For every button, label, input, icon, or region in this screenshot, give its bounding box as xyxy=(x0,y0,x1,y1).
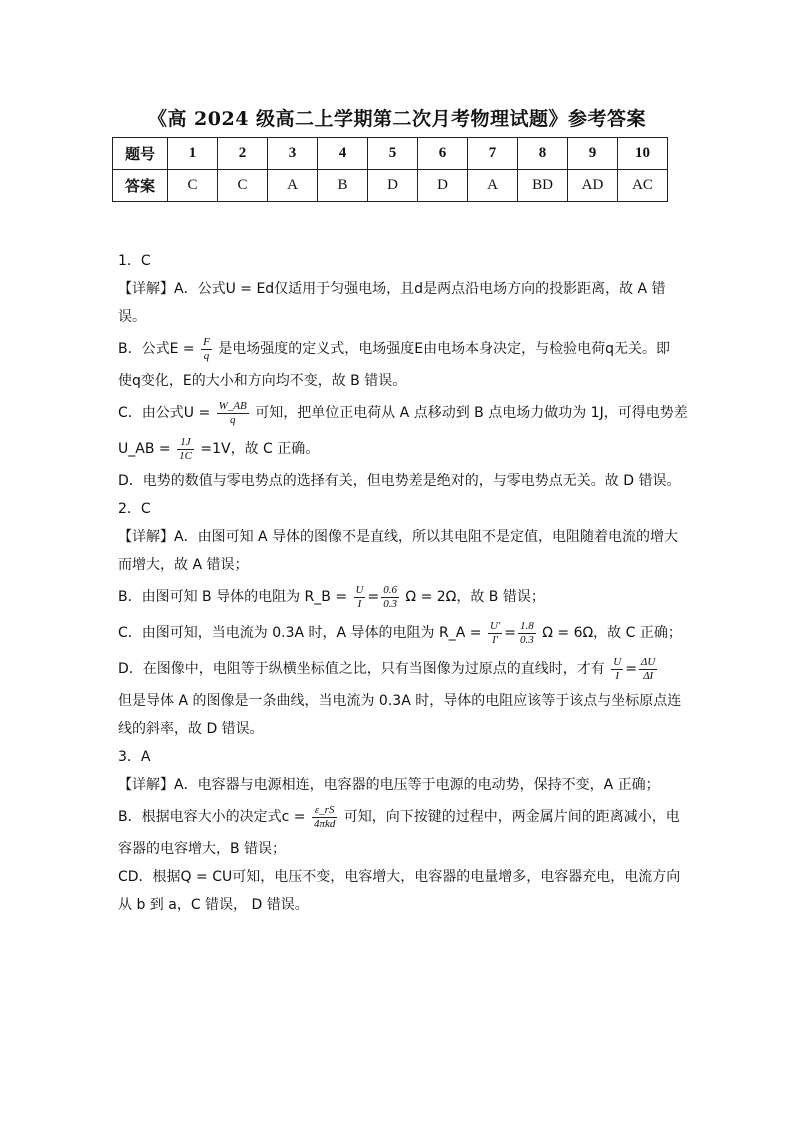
text: Ω = 6Ω，故 C 正确； xyxy=(542,625,682,641)
text: B．根据电容大小的决定式c = xyxy=(118,809,306,825)
q2-option-d-cont2: 线的斜率，故 D 错误。 xyxy=(118,721,264,737)
table-cell: 4 xyxy=(318,138,368,170)
table-cell: C xyxy=(218,170,268,202)
row-header-answer: 答案 xyxy=(113,170,168,202)
table-cell: 9 xyxy=(568,138,618,170)
table-cell: AC xyxy=(618,170,668,202)
table-cell: 5 xyxy=(368,138,418,170)
table-cell: AD xyxy=(568,170,618,202)
q1-option-d: D．电势的数值与零电势点的选择有关，但电势差是绝对的，与零电势点无关。故 D 错误。 xyxy=(118,473,681,489)
q3-option-cd: CD．根据Q = CU可知，电压不变，电容增大，电容器的电量增多，电容器充电，电流方向 xyxy=(118,869,681,885)
q3-option-cd-cont: 从 b 到 a，C 错误， D 错误。 xyxy=(118,897,309,913)
fraction: $\frac{W\_AB}{q}$ xyxy=(218,399,247,426)
q2-option-a-cont: 而增大，故 A 错误； xyxy=(118,557,249,573)
q2-option-d-cont: 但是导体 A 的图像是一条曲线，当电流为 0.3A 时，导体的电阻应该等于该点与坐标原点连 xyxy=(118,693,682,709)
fraction: $\frac{\varepsilon\_rS}{\text{4πkd}}$ xyxy=(313,803,336,830)
table-cell: 6 xyxy=(418,138,468,170)
fraction: $\frac{\Delta U}{\Delta I}$ xyxy=(640,655,656,682)
answer-table xyxy=(112,137,668,202)
q2-option-c xyxy=(118,615,682,651)
q1-option-c xyxy=(118,395,688,431)
fraction: $\frac{F}{q}$ xyxy=(203,335,210,362)
q1-option-c-cont xyxy=(118,431,678,467)
table-cell: 8 xyxy=(518,138,568,170)
q1-option-a: 【详解】A．公式U = Ed仅适用于匀强电场，且d是两点沿电场方向的投影距离，故 A 错 xyxy=(118,281,666,297)
table-cell: 7 xyxy=(468,138,518,170)
text: D．在图像中，电阻等于纵横坐标值之比，只有当图像为过原点的直线时，才有 xyxy=(118,661,605,677)
page-title: 《高 2024 级高二上学期第二次月考物理试题》参考答案 xyxy=(147,108,647,130)
text: = xyxy=(504,625,517,641)
table-cell: A xyxy=(468,170,518,202)
fraction: $\frac{1J}{1C}$ xyxy=(179,435,192,462)
text: C．由公式U xyxy=(118,405,195,421)
q1-option-a-cont: 误。 xyxy=(118,309,146,325)
text: C．由图可知，当电流为 0.3A 时，A 导体的电阻为 R_A = xyxy=(118,625,482,641)
table-cell: 2 xyxy=(218,138,268,170)
text: 是电场强度的定义式，电场强度E由电场本身决定，与检验电荷q无关。即 xyxy=(218,341,671,357)
table-cell: 3 xyxy=(268,138,318,170)
row-header-number: 题号 xyxy=(113,138,168,170)
question-number-row xyxy=(113,138,668,170)
table-cell: A xyxy=(268,170,318,202)
table-cell: B xyxy=(318,170,368,202)
table-cell: 10 xyxy=(618,138,668,170)
text: = xyxy=(367,589,380,605)
q3-heading: 3．A xyxy=(118,749,151,765)
table-cell: BD xyxy=(518,170,568,202)
text: = xyxy=(194,405,211,421)
fraction: $\frac{1.8}{0.3}$ xyxy=(520,619,534,646)
table-cell: D xyxy=(418,170,468,202)
q2-heading: 2．C xyxy=(118,501,151,517)
text: Ω = 2Ω，故 B 错误； xyxy=(405,589,545,605)
table-cell: 1 xyxy=(168,138,218,170)
q3-option-b xyxy=(118,799,678,835)
fraction: $\frac{0.6}{0.3}$ xyxy=(383,583,397,610)
text: 可知，向下按键的过程中，两金属片间的距离减小，电 xyxy=(343,809,680,825)
table-cell: C xyxy=(168,170,218,202)
q2-option-d xyxy=(118,651,678,687)
text: U_AB = xyxy=(118,441,171,457)
fraction: $\frac{U}{I}$ xyxy=(613,655,622,682)
q1-option-b-cont: 使q变化，E的大小和方向均不变，故 B 错误。 xyxy=(118,373,407,389)
fraction: $\frac{U'}{I'}$ xyxy=(489,619,501,646)
text: B．公式E = xyxy=(118,341,195,357)
q3-option-a: 【详解】A．电容器与电源相连，电容器的电压等于电源的电动势，保持不变，A 正确； xyxy=(118,777,660,793)
answer-row xyxy=(113,170,668,202)
text: = xyxy=(625,661,637,677)
q2-option-b xyxy=(118,579,678,615)
solutions-body xyxy=(118,247,688,919)
text: =1V，故 C 正确。 xyxy=(200,441,320,457)
q1-option-b xyxy=(118,331,678,367)
q2-option-a: 【详解】A．由图可知 A 导体的图像不是直线，所以其电阻不是定值，电阻随着电流的增大 xyxy=(118,529,679,545)
q1-heading: 1．C xyxy=(118,253,151,269)
q3-option-b-cont: 容器的电容增大，B 错误； xyxy=(118,841,287,857)
text: B．由图可知 B 导体的电阻为 R_B = xyxy=(118,589,348,605)
text: 可知，把单位正电荷从 A 点移动到 B 点电场力做功为 1J，可得电势差 xyxy=(255,405,688,421)
table-cell: D xyxy=(368,170,418,202)
fraction: $\frac{U}{I}$ xyxy=(355,583,364,610)
